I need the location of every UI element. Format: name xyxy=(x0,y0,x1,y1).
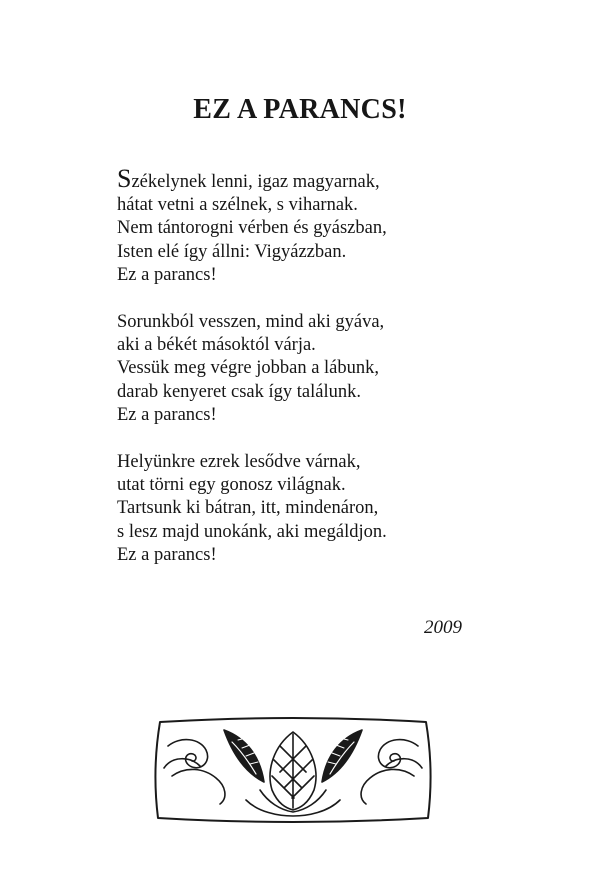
poem-line xyxy=(117,334,517,357)
poem-line xyxy=(117,357,517,380)
poem-line-text: Tartsunk ki bátran, itt, mindenáron, xyxy=(117,498,379,519)
poem-line xyxy=(117,264,517,287)
poem-title: EZ A PARANCS! xyxy=(193,94,407,125)
poem-line-text: aki a békét másoktól várja. xyxy=(117,335,316,356)
poem-line-text: Ez a parancs! xyxy=(117,264,217,285)
poem-line xyxy=(117,217,517,240)
poem-line-text: Vessük meg végre jobban a lábunk, xyxy=(117,358,380,379)
poem-line xyxy=(117,521,517,544)
poem-line-text: Nem tántorogni vérben és gyászban, xyxy=(117,218,387,239)
poem-line xyxy=(117,474,517,497)
poem-line-text: Sorunkból vesszen, mind aki gyáva, xyxy=(117,312,385,333)
poem-line-text: Helyünkre ezrek lesődve várnak, xyxy=(117,452,361,473)
poem-stanza xyxy=(117,451,517,567)
poem-line xyxy=(117,311,517,334)
poem-line-text: zékelynek lenni, igaz magyarnak, xyxy=(131,172,380,192)
poem-line-text: s lesz majd unokánk, aki megáldjon. xyxy=(117,521,387,542)
poem-line-text: utat törni egy gonosz világnak. xyxy=(117,475,346,496)
poem-line-text: darab kenyeret csak így találunk. xyxy=(117,381,361,402)
poem-line xyxy=(117,241,517,264)
poem-stanza xyxy=(117,311,517,427)
poem-body xyxy=(117,164,517,591)
poem-line xyxy=(117,381,517,404)
poem-line-text: hátat vetni a szélnek, s viharnak. xyxy=(117,195,358,216)
poem-line xyxy=(117,497,517,520)
poem-line xyxy=(117,451,517,474)
poem-line-text: Ez a parancs! xyxy=(117,544,217,565)
folk-tulip-ornament-icon xyxy=(150,716,436,824)
poem-year: 2009 xyxy=(424,617,462,638)
drop-cap-letter: S xyxy=(117,164,132,193)
poem-line xyxy=(117,164,517,194)
poem-line-text: Isten elé így állni: Vigyázzban. xyxy=(117,241,347,262)
poem-stanza xyxy=(117,164,517,287)
poem-line xyxy=(117,404,517,427)
poem-line-text: Ez a parancs! xyxy=(117,404,217,425)
poem-line xyxy=(117,544,517,567)
poem-line xyxy=(117,194,517,217)
